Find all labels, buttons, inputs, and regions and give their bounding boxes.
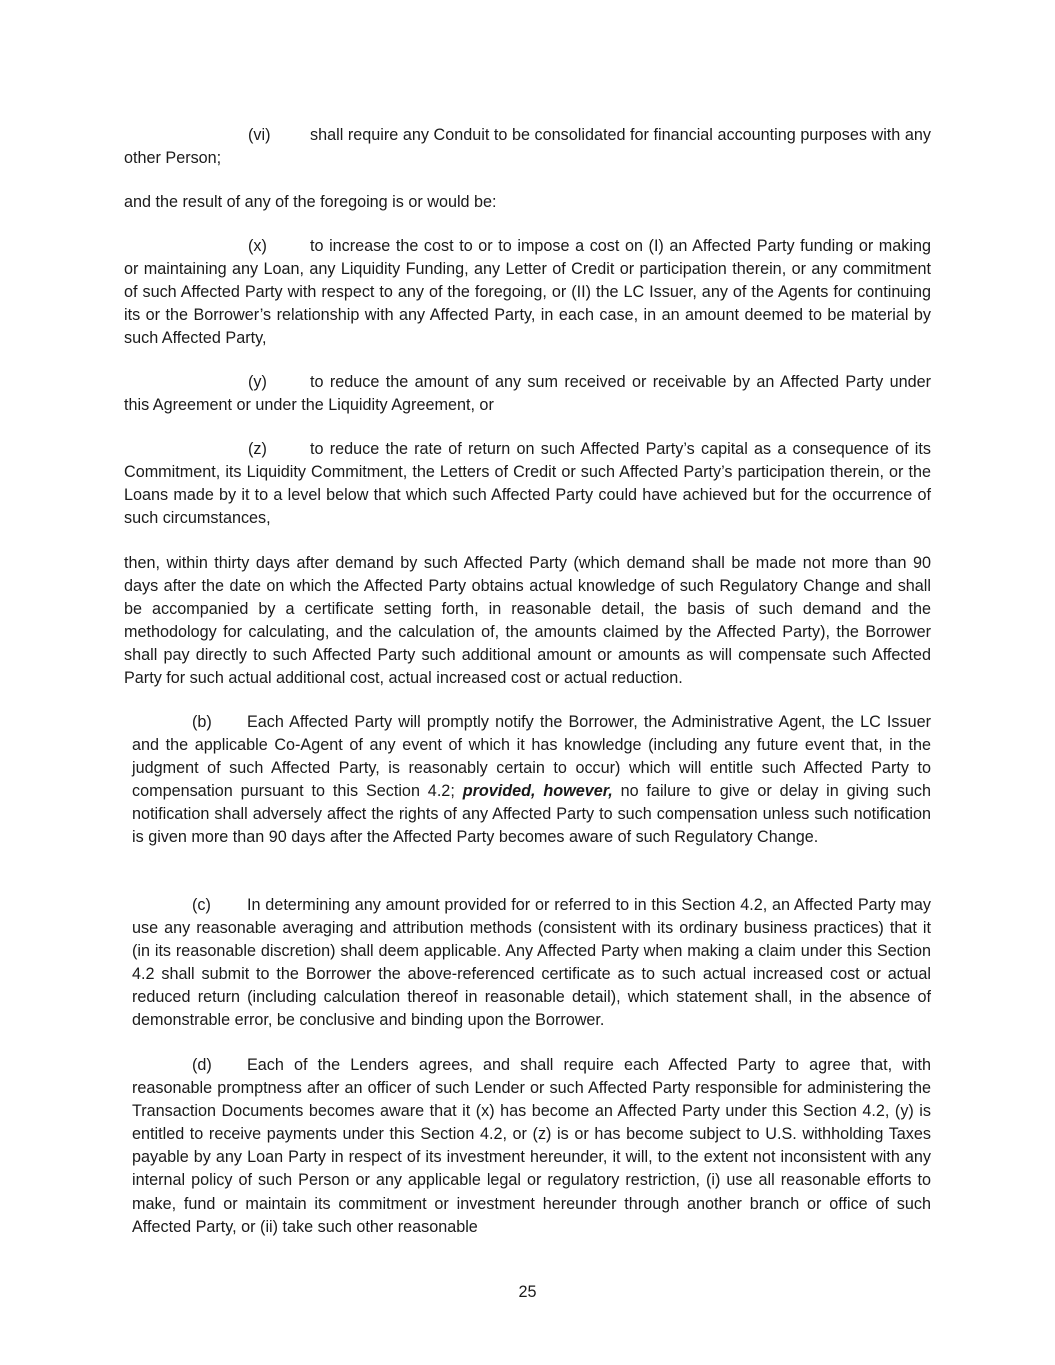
provided-however-emphasis: provided, however, (462, 782, 613, 801)
paragraph-y (124, 371, 931, 417)
clause-text-x: to increase the cost to or to impose a cost on (I) an Affected Party funding or making or maintaining any Loan, any Liquidity Funding, any Letter of Credit or participation therein, or any commitment of such Affected Party with respect to any of the foregoing, or (II) the LC Issuer, any of the Agents for continuing its or the Borrower’s relationship with any Affected Party, in each case, in an amount deemed to be material by such Affected Party, (124, 237, 931, 348)
paragraph-d (132, 1054, 931, 1239)
result-text: and the result of any of the foregoing is or would be: (124, 193, 497, 211)
paragraph-z (124, 438, 931, 530)
clause-label-d: (d) (192, 1056, 212, 1074)
clause-label-b: (b) (192, 713, 212, 731)
paragraph-result (124, 191, 931, 214)
clause-label-y: (y) (248, 373, 267, 391)
paragraph-then (124, 552, 931, 691)
then-text: then, within thirty days after demand by such Affected Party (which demand shall be made not more than 90 days after the date on which the Affected Party obtains actual knowledge of such Regulatory Change and shall be accompanied by a certificate setting forth, in reasonable detail, the basis of such demand and the methodology for calculating, and the calculation of, the amounts claimed by the Affected Party), the Borrower shall pay directly to such Affected Party such additional amount or amounts as will compensate such Affected Party for such actual additional cost, actual increased cost or actual reduction. (124, 554, 931, 688)
clause-label-c: (c) (192, 896, 211, 914)
clause-text-z: to reduce the rate of return on such Affected Party’s capital as a consequence of its Commitment, its Liquidity Commitment, the Letters of Credit or such Affected Party’s participation therein, or the Loans made by it to a level below that which such Affected Party could have achieved but for the occurrence of such circumstances, (124, 440, 931, 528)
clause-text-d: Each of the Lenders agrees, and shall require each Affected Party to agree that, with reasonable promptness after an officer of such Lender or such Affected Party responsible for administering the Transaction Documents becomes aware that it (x) has become an Affected Party under this Section 4.2, (y) is entitled to receive payments under this Section 4.2, or (z) is or has become subject to U.S. withholding Taxes payable by any Loan Party in respect of its investment hereunder, it will, to the extent not inconsistent with any internal policy of such Person or any applicable legal or regulatory restriction, (i) use all reasonable efforts to make, fund or maintain its commitment or investment hereunder through another branch or office of such Affected Party, or (ii) take such other reasonable (132, 1056, 931, 1236)
clause-label-vi: (vi) (248, 126, 271, 144)
clause-text-b-before: Each Affected Party will promptly notify the Borrower, the Administrative Agent, the LC Issuer and the applicable Co-Agent of any event of which it has knowledge (including any future event that, in the judgment of such Affected Party, is reasonably certain to occur) which will entitle such Affected Party to compensation pursuant to this Section 4.2; (132, 713, 931, 801)
clause-text-y: to reduce the amount of any sum received or receivable by an Affected Party under this Agreement or under the Liquidity Agreement, or (124, 373, 931, 415)
clause-label-x: (x) (248, 237, 267, 255)
paragraph-vi (124, 124, 931, 170)
page-number: 25 (518, 1283, 537, 1301)
clause-label-z: (z) (248, 440, 267, 458)
clause-text-c: In determining any amount provided for or referred to in this Section 4.2, an Affected Party may use any reasonable averaging and attribution methods (consistent with its ordinary business practices) that it (in its reasonable discretion) shall deem applicable. Any Affected Party when making a claim under this Section 4.2 shall submit to the Borrower the above-referenced certificate as to such actual increased cost or actual reduced return (including calculation thereof in reasonable detail), which statement shall, in the absence of demonstrable error, be conclusive and binding upon the Borrower. (132, 896, 931, 1030)
paragraph-x (124, 235, 931, 350)
clause-text-vi: shall require any Conduit to be consolidated for financial accounting purposes with any other Person; (124, 126, 931, 168)
paragraph-c (132, 894, 931, 1033)
clause-text-b-after: no failure to give or delay in giving such notification shall adversely affect the rights of any Affected Party to such compensation unless such notification is given more than 90 days after the Affected Party becomes aware of such Regulatory Change. (132, 782, 931, 847)
paragraph-b (132, 711, 931, 850)
